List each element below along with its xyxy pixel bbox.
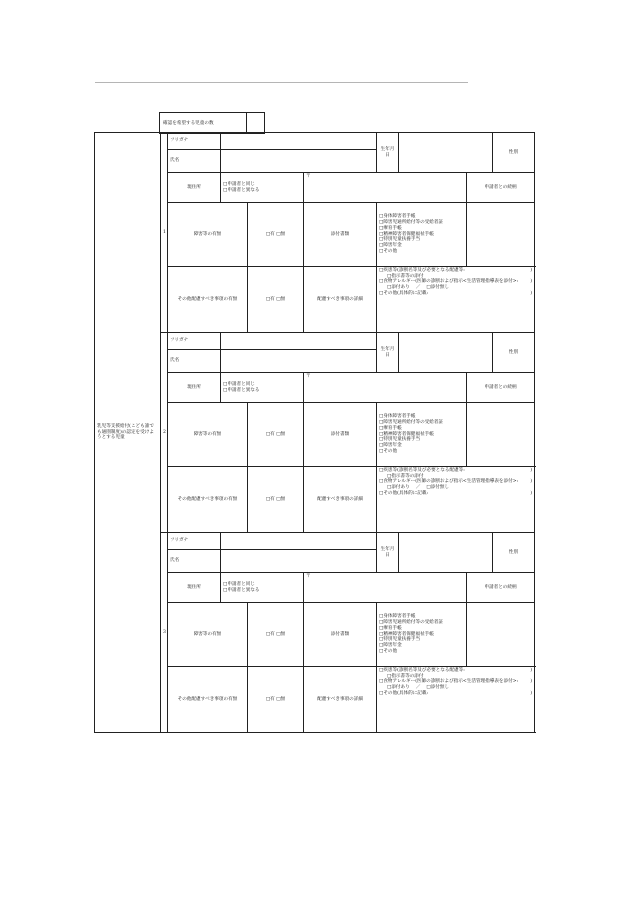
other-care-label: その他配慮すべき事項の有無 (168, 667, 248, 733)
child-number: 2 (161, 333, 168, 533)
doc-checkbox[interactable]: □精神障害者保健福祉手帳 (379, 631, 434, 637)
other-care-label: その他配慮すべき事項の有無 (168, 467, 248, 533)
relationship-label: 申請者との続柄 (467, 573, 535, 603)
care-yes-checkbox[interactable]: □有 (265, 696, 275, 702)
furigana-input[interactable] (221, 533, 377, 550)
name-input[interactable] (221, 350, 377, 373)
care-yes-no (248, 667, 304, 733)
doc-checkbox[interactable]: □身体障害者手帳 (379, 214, 416, 220)
furigana-label: フリガナ (168, 333, 221, 350)
care-details-label: 配慮すべき事項の詳細 (304, 467, 377, 533)
dob-input[interactable] (399, 533, 493, 573)
chronic-checkbox[interactable]: □疾患等(診断名等及び必要となる配慮等: (379, 668, 465, 673)
gender-label: 性別 (493, 333, 535, 373)
disability-yes-no (248, 603, 304, 667)
disability-yes-checkbox[interactable]: □有 (265, 431, 275, 437)
address-input[interactable]: 〒 (304, 373, 467, 403)
care-details-input[interactable]: □疾患等(診断名等及び必要となる配慮等: ) □指示書等の添付 □食物アレルギー(医師の診断および指示<生活管理指導表を添付>: ) □添付あり ／ □添付無し □その他(具体的に記載: ) (377, 267, 535, 333)
doc-checkbox[interactable]: □障害年金 (379, 643, 402, 649)
care-yes-no (248, 267, 304, 333)
address-label: 現住所 (168, 373, 221, 403)
doc-checkbox[interactable]: □身体障害者手帳 (379, 614, 416, 620)
gender-label: 性別 (493, 133, 535, 173)
other-care-checkbox[interactable]: □その他(具体的に記載: (379, 290, 429, 296)
attach-no-checkbox[interactable]: □添付無し (426, 485, 450, 491)
chronic-checkbox[interactable]: □疾患等(診断名等及び必要となる配慮等: (379, 268, 465, 273)
furigana-input[interactable] (221, 333, 377, 350)
name-input[interactable] (221, 550, 377, 573)
other-care-checkbox[interactable]: □その他(具体的に記載: (379, 490, 429, 496)
attached-docs-label: 添付書類 (304, 203, 377, 267)
disability-yes-checkbox[interactable]: □有 (265, 231, 275, 237)
same-as-applicant-checkbox[interactable]: □申請者と同じ (223, 381, 255, 387)
care-yes-no (248, 467, 304, 533)
child-count-box (159, 112, 265, 134)
care-no-checkbox[interactable]: □無 (276, 496, 286, 502)
relationship-label: 申請者との続柄 (467, 173, 535, 203)
disability-no-checkbox[interactable]: □無 (276, 431, 286, 437)
different-address-checkbox[interactable]: □申請者と異なる (223, 187, 260, 193)
doc-checkbox[interactable]: □障害児通所給付等の受給者証 (379, 220, 444, 226)
allergy-checkbox[interactable]: □食物アレルギー(医師の診断および指示<生活管理指導表を添付>: (379, 279, 519, 285)
attached-docs-label: 添付書類 (304, 403, 377, 467)
child-count-label: 確認を希望する児童の数 (160, 113, 247, 134)
care-details-label: 配慮すべき事項の詳細 (304, 267, 377, 333)
address-input[interactable]: 〒 (304, 573, 467, 603)
disability-label: 障害等の有無 (168, 203, 248, 267)
doc-checkbox[interactable]: □障害児通所給付等の受給者証 (379, 620, 444, 626)
doc-checkbox[interactable]: □その他 (379, 648, 398, 654)
doc-checkbox[interactable]: □精神障害者保健福祉手帳 (379, 431, 434, 437)
doc-checkbox[interactable]: □精神障害者保健福祉手帳 (379, 231, 434, 237)
name-input[interactable] (221, 150, 377, 173)
care-yes-checkbox[interactable]: □有 (265, 496, 275, 502)
docs-blank (467, 203, 535, 267)
disability-label: 障害等の有無 (168, 603, 248, 667)
disability-no-checkbox[interactable]: □無 (276, 631, 286, 637)
attach-no-checkbox[interactable]: □添付無し (426, 285, 450, 291)
child-count-input[interactable] (247, 113, 265, 134)
disability-yes-no (248, 403, 304, 467)
address-options (221, 173, 304, 203)
other-care-checkbox[interactable]: □その他(具体的に記載: (379, 690, 429, 696)
doc-checkbox[interactable]: □特別児童扶養手当 (379, 437, 421, 443)
dob-input[interactable] (399, 133, 493, 173)
chronic-checkbox[interactable]: □疾患等(診断名等及び必要となる配慮等: (379, 468, 465, 473)
furigana-label: フリガナ (168, 533, 221, 550)
address-options (221, 573, 304, 603)
other-care-label: その他配慮すべき事項の有無 (168, 267, 248, 333)
doc-checkbox[interactable]: □療育手帳 (379, 225, 402, 231)
instruction-attach-checkbox[interactable]: □指示書等の添付 (387, 473, 424, 479)
care-no-checkbox[interactable]: □無 (276, 696, 286, 702)
allergy-checkbox[interactable]: □食物アレルギー(医師の診断および指示<生活管理指導表を添付>: (379, 679, 519, 685)
care-details-input[interactable]: □疾患等(診断名等及び必要となる配慮等: ) □指示書等の添付 □食物アレルギー(医師の診断および指示<生活管理指導表を添付>: ) □添付あり ／ □添付無し □その他(具体的に記載: ) (377, 667, 535, 733)
attach-no-checkbox[interactable]: □添付無し (426, 685, 450, 691)
doc-checkbox[interactable]: □その他 (379, 448, 398, 454)
care-details-input[interactable]: □疾患等(診断名等及び必要となる配慮等: ) □指示書等の添付 □食物アレルギー(医師の診断および指示<生活管理指導表を添付>: ) □添付あり ／ □添付無し □その他(具体的に記載: ) (377, 467, 535, 533)
doc-checkbox[interactable]: □特別児童扶養手当 (379, 637, 421, 643)
furigana-label: フリガナ (168, 133, 221, 150)
care-no-checkbox[interactable]: □無 (276, 296, 286, 302)
care-details-label: 配慮すべき事項の詳細 (304, 667, 377, 733)
disability-docs-list (377, 603, 467, 667)
disability-no-checkbox[interactable]: □無 (276, 231, 286, 237)
dob-label: 生年月日 (377, 133, 399, 173)
address-label: 現住所 (168, 573, 221, 603)
dob-label: 生年月日 (377, 333, 399, 373)
disability-yes-no (248, 203, 304, 267)
different-address-checkbox[interactable]: □申請者と異なる (223, 587, 260, 593)
attach-yes-checkbox[interactable]: □添付あり (387, 285, 410, 291)
doc-checkbox[interactable]: □身体障害者手帳 (379, 414, 416, 420)
attached-docs-label: 添付書類 (304, 603, 377, 667)
child-number: 1 (161, 133, 168, 333)
disability-yes-checkbox[interactable]: □有 (265, 631, 275, 637)
name-label: 氏名 (168, 550, 221, 573)
instruction-attach-checkbox[interactable]: □指示書等の添付 (387, 673, 424, 679)
doc-checkbox[interactable]: □その他 (379, 248, 398, 254)
docs-blank (467, 603, 535, 667)
care-yes-checkbox[interactable]: □有 (265, 296, 275, 302)
address-label: 現住所 (168, 173, 221, 203)
disability-label: 障害等の有無 (168, 403, 248, 467)
doc-checkbox[interactable]: □療育手帳 (379, 425, 402, 431)
name-label: 氏名 (168, 150, 221, 173)
name-label: 氏名 (168, 350, 221, 373)
address-input[interactable]: 〒 (304, 173, 467, 203)
disability-docs-list (377, 403, 467, 467)
address-options (221, 373, 304, 403)
different-address-checkbox[interactable]: □申請者と異なる (223, 387, 260, 393)
dob-label: 生年月日 (377, 533, 399, 573)
dob-input[interactable] (399, 333, 493, 373)
gender-label: 性別 (493, 533, 535, 573)
attach-yes-checkbox[interactable]: □添付あり (387, 685, 410, 691)
docs-blank (467, 403, 535, 467)
same-as-applicant-checkbox[interactable]: □申請者と同じ (223, 181, 255, 187)
section-label: 乳児等支援給付(こども誰でも通園制度)の認定を受けようとする児童 (95, 133, 161, 733)
same-as-applicant-checkbox[interactable]: □申請者と同じ (223, 581, 255, 587)
doc-checkbox[interactable]: □障害児通所給付等の受給者証 (379, 420, 444, 426)
attach-yes-checkbox[interactable]: □添付あり (387, 485, 410, 491)
doc-checkbox[interactable]: □特別児童扶養手当 (379, 237, 421, 243)
child-form-table (94, 132, 535, 733)
furigana-input[interactable] (221, 133, 377, 150)
disability-docs-list (377, 203, 467, 267)
doc-checkbox[interactable]: □療育手帳 (379, 625, 402, 631)
child-number: 3 (161, 533, 168, 733)
doc-checkbox[interactable]: □障害年金 (379, 443, 402, 449)
header-rule (95, 82, 468, 83)
instruction-attach-checkbox[interactable]: □指示書等の添付 (387, 273, 424, 279)
allergy-checkbox[interactable]: □食物アレルギー(医師の診断および指示<生活管理指導表を添付>: (379, 479, 519, 485)
doc-checkbox[interactable]: □障害年金 (379, 243, 402, 249)
relationship-label: 申請者との続柄 (467, 373, 535, 403)
